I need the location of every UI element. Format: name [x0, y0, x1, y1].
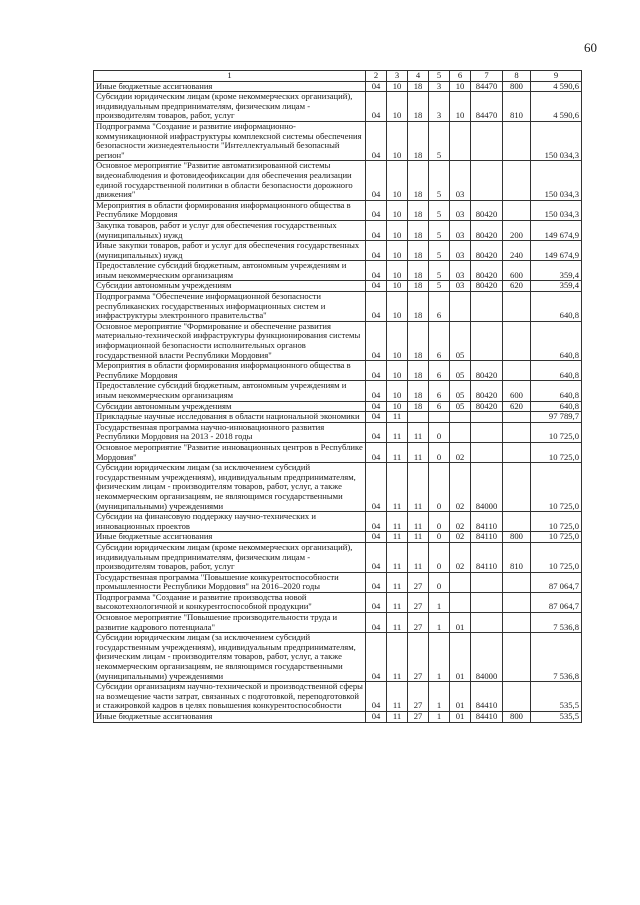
subsection-cell: 11 [387, 592, 408, 612]
section-cell: 04 [366, 281, 387, 292]
subsection-cell: 10 [387, 321, 408, 360]
activity-cell [450, 592, 471, 612]
name-cell: Мероприятия в области формирования информационного общества в Республике Мордовия [94, 200, 366, 220]
name-cell: Мероприятия в области формирования информационного общества в Республике Мордовия [94, 361, 366, 381]
page-number: 60 [584, 40, 597, 55]
expense-type-cell [503, 512, 531, 532]
subprogram-cell: 5 [429, 161, 450, 200]
expense-type-cell: 200 [503, 220, 531, 240]
name-cell: Иные бюджетные ассигнования [94, 81, 366, 92]
table-row [94, 281, 582, 292]
direction-cell [471, 422, 503, 442]
activity-cell: 03 [450, 261, 471, 281]
name-cell: Подпрограмма "Создание и развитие производства новой высокотехнологичной и конкурентоспособной продукции" [94, 592, 366, 612]
amount-cell: 359,4 [531, 281, 582, 292]
amount-cell: 535,5 [531, 682, 582, 712]
subsection-cell: 10 [387, 281, 408, 292]
subprogram-cell: 5 [429, 241, 450, 261]
section-cell: 04 [366, 220, 387, 240]
subsection-cell: 11 [387, 442, 408, 462]
activity-cell: 03 [450, 161, 471, 200]
expense-type-cell [503, 633, 531, 682]
table-row [94, 92, 582, 122]
section-cell: 04 [366, 401, 387, 412]
header-cell: 5 [429, 71, 450, 82]
amount-cell: 149 674,9 [531, 220, 582, 240]
section-cell: 04 [366, 81, 387, 92]
header-cell: 9 [531, 71, 582, 82]
subsection-cell: 11 [387, 422, 408, 442]
activity-cell: 01 [450, 682, 471, 712]
expense-type-cell [503, 422, 531, 442]
direction-cell: 80420 [471, 361, 503, 381]
direction-cell [471, 412, 503, 423]
section-cell: 04 [366, 361, 387, 381]
subprogram-cell: 6 [429, 401, 450, 412]
amount-cell: 7 536,8 [531, 613, 582, 633]
name-cell: Субсидии организациям научно-технической и производственной сферы на возмещение части затрат, связанных с подготовкой, переподготовкой и стажировкой кадров в целях повышения конкурентоспособности [94, 682, 366, 712]
direction-cell: 80420 [471, 220, 503, 240]
table-row [94, 712, 582, 723]
activity-cell: 05 [450, 401, 471, 412]
activity-cell: 01 [450, 633, 471, 682]
subprogram-cell: 6 [429, 361, 450, 381]
amount-cell: 10 725,0 [531, 512, 582, 532]
subprogram-cell: 0 [429, 512, 450, 532]
direction-cell: 84410 [471, 712, 503, 723]
section-cell: 04 [366, 200, 387, 220]
name-cell: Основное мероприятие "Развитие инновационных центров в Республике Мордовия" [94, 442, 366, 462]
expense-type-cell [503, 200, 531, 220]
subprogram-cell: 0 [429, 572, 450, 592]
subsection-cell: 11 [387, 463, 408, 512]
subsection-cell: 10 [387, 241, 408, 261]
name-cell: Субсидии юридическим лицам (за исключением субсидий государственным учреждениям), индивидуальным предпринимателям, физическим лицам - производителям товаров, работ, услуг, а также некоммерческим организациям, не являющимся государственными (муниципальными) учреждениями [94, 463, 366, 512]
direction-cell: 84410 [471, 682, 503, 712]
table-row [94, 463, 582, 512]
subprogram-cell: 6 [429, 292, 450, 322]
expense-type-cell [503, 682, 531, 712]
subsection-cell: 10 [387, 220, 408, 240]
table-row [94, 361, 582, 381]
table-row [94, 381, 582, 401]
activity-cell: 03 [450, 241, 471, 261]
budget-table [93, 70, 582, 723]
activity-cell: 05 [450, 361, 471, 381]
direction-cell: 80420 [471, 401, 503, 412]
expense-type-cell: 600 [503, 261, 531, 281]
amount-cell: 640,8 [531, 292, 582, 322]
name-cell: Государственная программа "Повышение конкурентоспособности промышленности Республики Мордовия" на 2016–2020 годы [94, 572, 366, 592]
program-cell: 18 [408, 241, 429, 261]
amount-cell: 640,8 [531, 321, 582, 360]
name-cell: Субсидии юридическим лицам (кроме некоммерческих организаций), индивидуальным предпринимателям, физическим лицам - производителям товаров, работ, услуг [94, 92, 366, 122]
section-cell: 04 [366, 121, 387, 160]
amount-cell: 150 034,3 [531, 121, 582, 160]
table-row [94, 261, 582, 281]
direction-cell [471, 321, 503, 360]
table-row [94, 121, 582, 160]
section-cell: 04 [366, 682, 387, 712]
subsection-cell: 10 [387, 381, 408, 401]
subprogram-cell: 0 [429, 532, 450, 543]
program-cell: 11 [408, 512, 429, 532]
program-cell: 11 [408, 422, 429, 442]
program-cell: 27 [408, 712, 429, 723]
activity-cell: 10 [450, 81, 471, 92]
direction-cell: 84000 [471, 463, 503, 512]
section-cell: 04 [366, 292, 387, 322]
activity-cell: 03 [450, 281, 471, 292]
name-cell: Субсидии автономным учреждениям [94, 401, 366, 412]
program-cell: 18 [408, 200, 429, 220]
direction-cell [471, 572, 503, 592]
expense-type-cell: 800 [503, 712, 531, 723]
direction-cell [471, 613, 503, 633]
program-cell: 27 [408, 572, 429, 592]
subsection-cell: 10 [387, 261, 408, 281]
name-cell: Подпрограмма "Создание и развитие информационно-коммуникационной инфраструктуры комплексной системы обеспечения безопасности жизнедеятельности "Интеллектуальный безопасный регион" [94, 121, 366, 160]
subprogram-cell: 1 [429, 592, 450, 612]
subprogram-cell: 1 [429, 682, 450, 712]
program-cell: 18 [408, 261, 429, 281]
activity-cell [450, 572, 471, 592]
expense-type-cell [503, 292, 531, 322]
subsection-cell: 11 [387, 613, 408, 633]
activity-cell [450, 422, 471, 442]
program-cell [408, 412, 429, 423]
amount-cell: 97 789,7 [531, 412, 582, 423]
expense-type-cell [503, 161, 531, 200]
table-row [94, 613, 582, 633]
program-cell: 27 [408, 633, 429, 682]
subsection-cell: 10 [387, 200, 408, 220]
amount-cell: 4 590,6 [531, 81, 582, 92]
program-cell: 27 [408, 592, 429, 612]
amount-cell: 150 034,3 [531, 200, 582, 220]
subprogram-cell: 1 [429, 633, 450, 682]
subsection-cell: 10 [387, 81, 408, 92]
subprogram-cell: 5 [429, 281, 450, 292]
program-cell: 18 [408, 321, 429, 360]
direction-cell: 84000 [471, 633, 503, 682]
table-row [94, 682, 582, 712]
direction-cell [471, 161, 503, 200]
subsection-cell: 10 [387, 92, 408, 122]
section-cell: 04 [366, 381, 387, 401]
name-cell: Иные бюджетные ассигнования [94, 712, 366, 723]
expense-type-cell [503, 572, 531, 592]
name-cell: Основное мероприятие "Формирование и обеспечение развития материально-технической инфраструктуры функционирования системы информационной безопасности исполнительных органов государственной власти Республики Мордовия" [94, 321, 366, 360]
activity-cell: 01 [450, 712, 471, 723]
program-cell: 18 [408, 401, 429, 412]
activity-cell [450, 292, 471, 322]
table-row [94, 422, 582, 442]
subprogram-cell: 5 [429, 121, 450, 160]
direction-cell: 84470 [471, 92, 503, 122]
section-cell: 04 [366, 412, 387, 423]
name-cell: Предоставление субсидий бюджетным, автономным учреждениям и иным некоммерческим организациям [94, 261, 366, 281]
name-cell: Основное мероприятие "Повышение производительности труда и развитие кадрового потенциала" [94, 613, 366, 633]
header-row [94, 71, 582, 82]
subsection-cell: 11 [387, 532, 408, 543]
table-row [94, 321, 582, 360]
section-cell: 04 [366, 542, 387, 572]
section-cell: 04 [366, 512, 387, 532]
subsection-cell: 11 [387, 412, 408, 423]
program-cell: 11 [408, 532, 429, 543]
program-cell: 18 [408, 220, 429, 240]
section-cell: 04 [366, 712, 387, 723]
amount-cell: 10 725,0 [531, 532, 582, 543]
amount-cell: 359,4 [531, 261, 582, 281]
program-cell: 18 [408, 92, 429, 122]
amount-cell: 640,8 [531, 361, 582, 381]
expense-type-cell [503, 613, 531, 633]
subsection-cell: 10 [387, 361, 408, 381]
subprogram-cell: 5 [429, 200, 450, 220]
table-row [94, 633, 582, 682]
subprogram-cell: 5 [429, 220, 450, 240]
section-cell: 04 [366, 161, 387, 200]
expense-type-cell: 240 [503, 241, 531, 261]
header-cell: 6 [450, 71, 471, 82]
subsection-cell: 10 [387, 121, 408, 160]
amount-cell: 87 064,7 [531, 572, 582, 592]
header-cell: 8 [503, 71, 531, 82]
table-row [94, 532, 582, 543]
subprogram-cell: 1 [429, 712, 450, 723]
section-cell: 04 [366, 241, 387, 261]
direction-cell: 84110 [471, 512, 503, 532]
activity-cell [450, 412, 471, 423]
program-cell: 11 [408, 542, 429, 572]
subsection-cell: 11 [387, 712, 408, 723]
table-body [94, 81, 582, 722]
direction-cell [471, 292, 503, 322]
name-cell: Субсидии юридическим лицам (кроме некоммерческих организаций), индивидуальным предпринимателям, физическим лицам - производителям товаров, работ, услуг [94, 542, 366, 572]
header-cell: 2 [366, 71, 387, 82]
amount-cell: 149 674,9 [531, 241, 582, 261]
subsection-cell: 11 [387, 572, 408, 592]
amount-cell: 87 064,7 [531, 592, 582, 612]
section-cell: 04 [366, 633, 387, 682]
expense-type-cell [503, 321, 531, 360]
activity-cell: 01 [450, 613, 471, 633]
program-cell: 27 [408, 682, 429, 712]
activity-cell: 05 [450, 381, 471, 401]
section-cell: 04 [366, 572, 387, 592]
subprogram-cell: 0 [429, 442, 450, 462]
activity-cell: 02 [450, 512, 471, 532]
subsection-cell: 11 [387, 682, 408, 712]
activity-cell: 03 [450, 220, 471, 240]
section-cell: 04 [366, 321, 387, 360]
section-cell: 04 [366, 261, 387, 281]
expense-type-cell: 800 [503, 81, 531, 92]
name-cell: Предоставление субсидий бюджетным, автономным учреждениям и иным некоммерческим организациям [94, 381, 366, 401]
direction-cell: 80420 [471, 261, 503, 281]
program-cell: 27 [408, 613, 429, 633]
program-cell: 18 [408, 121, 429, 160]
activity-cell: 02 [450, 442, 471, 462]
header-cell: 4 [408, 71, 429, 82]
subsection-cell: 11 [387, 512, 408, 532]
expense-type-cell: 810 [503, 542, 531, 572]
header-cell: 1 [94, 71, 366, 82]
expense-type-cell: 600 [503, 381, 531, 401]
expense-type-cell: 620 [503, 281, 531, 292]
table-row [94, 542, 582, 572]
subprogram-cell: 5 [429, 261, 450, 281]
name-cell: Закупка товаров, работ и услуг для обеспечения государственных (муниципальных) нужд [94, 220, 366, 240]
table-row [94, 200, 582, 220]
direction-cell: 80420 [471, 381, 503, 401]
direction-cell: 80420 [471, 200, 503, 220]
table-row [94, 241, 582, 261]
subsection-cell: 11 [387, 542, 408, 572]
section-cell: 04 [366, 592, 387, 612]
subprogram-cell: 6 [429, 321, 450, 360]
name-cell: Подпрограмма "Обеспечение информационной безопасности республиканских государственных информационных систем и инфраструктуры электронного правительства" [94, 292, 366, 322]
table-row [94, 442, 582, 462]
expense-type-cell [503, 361, 531, 381]
table-row [94, 412, 582, 423]
program-cell: 11 [408, 463, 429, 512]
expense-type-cell [503, 412, 531, 423]
expense-type-cell [503, 463, 531, 512]
amount-cell: 150 034,3 [531, 161, 582, 200]
expense-type-cell: 800 [503, 532, 531, 543]
activity-cell: 03 [450, 200, 471, 220]
section-cell: 04 [366, 613, 387, 633]
direction-cell [471, 121, 503, 160]
name-cell: Субсидии автономным учреждениям [94, 281, 366, 292]
table-row [94, 512, 582, 532]
table-row [94, 292, 582, 322]
table-row [94, 220, 582, 240]
amount-cell: 640,8 [531, 381, 582, 401]
table-row [94, 592, 582, 612]
program-cell: 18 [408, 281, 429, 292]
program-cell: 18 [408, 361, 429, 381]
activity-cell: 02 [450, 463, 471, 512]
expense-type-cell: 810 [503, 92, 531, 122]
subsection-cell: 11 [387, 633, 408, 682]
amount-cell: 535,5 [531, 712, 582, 723]
activity-cell: 02 [450, 532, 471, 543]
table-row [94, 572, 582, 592]
expense-type-cell [503, 121, 531, 160]
activity-cell [450, 121, 471, 160]
amount-cell: 640,8 [531, 401, 582, 412]
direction-cell: 84110 [471, 542, 503, 572]
name-cell: Иные закупки товаров, работ и услуг для обеспечения государственных (муниципальных) нужд [94, 241, 366, 261]
section-cell: 04 [366, 463, 387, 512]
direction-cell [471, 442, 503, 462]
direction-cell [471, 592, 503, 612]
subsection-cell: 10 [387, 401, 408, 412]
table-row [94, 81, 582, 92]
program-cell: 18 [408, 81, 429, 92]
expense-type-cell: 620 [503, 401, 531, 412]
name-cell: Государственная программа научно-инновационного развития Республики Мордовия на 2013 - 2018 годы [94, 422, 366, 442]
subprogram-cell: 1 [429, 613, 450, 633]
expense-type-cell [503, 442, 531, 462]
direction-cell: 80420 [471, 281, 503, 292]
direction-cell: 84470 [471, 81, 503, 92]
subprogram-cell: 0 [429, 422, 450, 442]
program-cell: 18 [408, 161, 429, 200]
section-cell: 04 [366, 532, 387, 543]
section-cell: 04 [366, 442, 387, 462]
name-cell: Субсидии юридическим лицам (за исключением субсидий государственным учреждениям), индивидуальным предпринимателям, физическим лицам - производителям товаров, работ, услуг, а также некоммерческим организациям, не являющимся государственными (муниципальными) учреждениями [94, 633, 366, 682]
subprogram-cell: 0 [429, 463, 450, 512]
amount-cell: 7 536,8 [531, 633, 582, 682]
subprogram-cell: 3 [429, 81, 450, 92]
name-cell: Иные бюджетные ассигнования [94, 532, 366, 543]
activity-cell: 10 [450, 92, 471, 122]
name-cell: Прикладные научные исследования в области национальной экономики [94, 412, 366, 423]
expense-type-cell [503, 592, 531, 612]
table-row [94, 401, 582, 412]
section-cell: 04 [366, 92, 387, 122]
header-cell: 3 [387, 71, 408, 82]
amount-cell: 4 590,6 [531, 92, 582, 122]
amount-cell: 10 725,0 [531, 422, 582, 442]
amount-cell: 10 725,0 [531, 463, 582, 512]
program-cell: 18 [408, 381, 429, 401]
name-cell: Субсидии на финансовую поддержку научно-технических и инновационных проектов [94, 512, 366, 532]
subprogram-cell: 6 [429, 381, 450, 401]
section-cell: 04 [366, 422, 387, 442]
activity-cell: 02 [450, 542, 471, 572]
direction-cell: 84110 [471, 532, 503, 543]
program-cell: 18 [408, 292, 429, 322]
activity-cell: 05 [450, 321, 471, 360]
subprogram-cell [429, 412, 450, 423]
amount-cell: 10 725,0 [531, 542, 582, 572]
subprogram-cell: 0 [429, 542, 450, 572]
program-cell: 11 [408, 442, 429, 462]
header-cell: 7 [471, 71, 503, 82]
subsection-cell: 10 [387, 161, 408, 200]
table-row [94, 161, 582, 200]
amount-cell: 10 725,0 [531, 442, 582, 462]
direction-cell: 80420 [471, 241, 503, 261]
name-cell: Основное мероприятие "Развитие автоматизированной системы видеонаблюдения и фотовидеофиксации для обеспечения реализации единой государственной политики в области безопасности дорожного движения" [94, 161, 366, 200]
subprogram-cell: 3 [429, 92, 450, 122]
subsection-cell: 10 [387, 292, 408, 322]
